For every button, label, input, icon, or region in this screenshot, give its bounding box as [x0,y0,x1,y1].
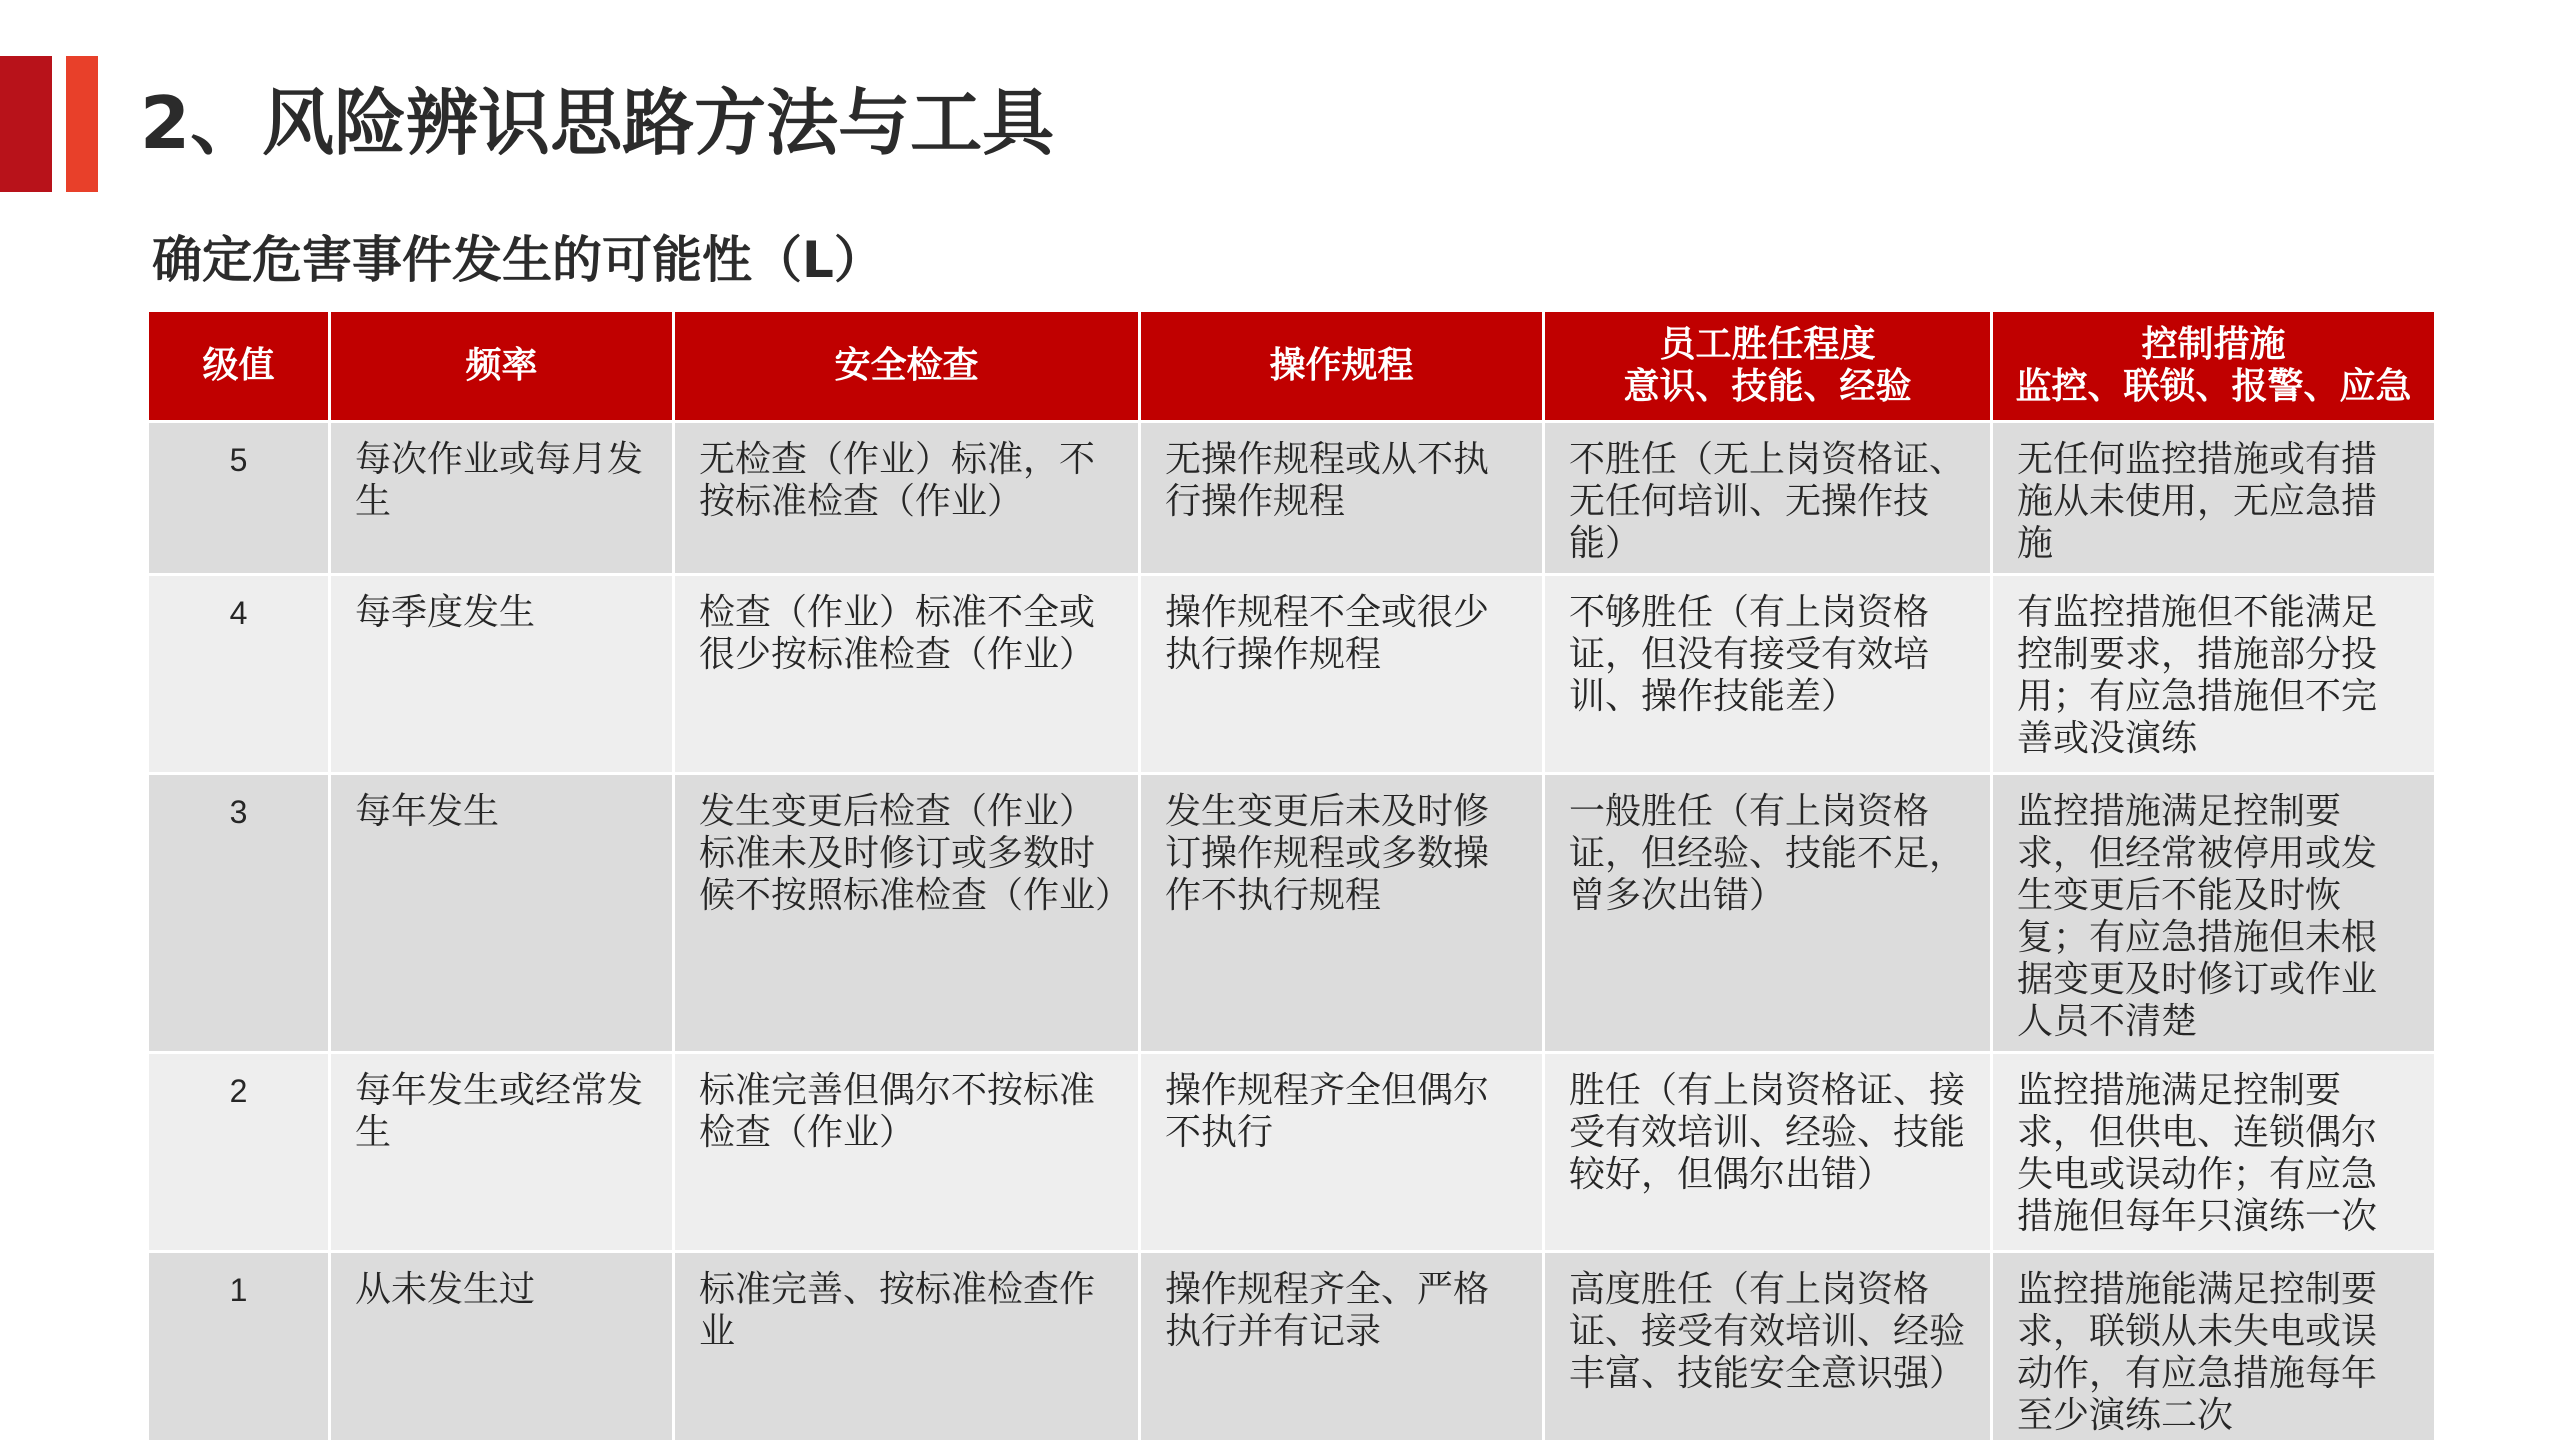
cell-control: 监控措施能满足控制要求，联锁从未失电或误动作，有应急措施每年至少演练二次 [1992,1252,2436,1440]
header-frequency: 频率 [330,312,674,422]
cell-procedure: 操作规程不全或很少执行操作规程 [1140,575,1544,774]
title-accent-bar-secondary [66,56,98,192]
cell-inspection: 标准完善、按标准检查作业 [674,1252,1140,1440]
section-subtitle: 确定危害事件发生的可能性（L） [152,231,884,289]
cell-frequency: 每季度发生 [330,575,674,774]
cell-control: 无任何监控措施或有措施从未使用，无应急措施 [1992,422,2436,575]
header-level: 级值 [148,312,330,422]
cell-frequency: 每次作业或每月发生 [330,422,674,575]
cell-procedure: 无操作规程或从不执行操作规程 [1140,422,1544,575]
table-row [148,774,2436,1053]
cell-procedure: 操作规程齐全但偶尔不执行 [1140,1053,1544,1252]
header-procedure: 操作规程 [1140,312,1544,422]
table-row [148,1053,2436,1252]
cell-inspection: 发生变更后检查（作业）标准未及时修订或多数时候不按照标准检查（作业） [674,774,1140,1053]
cell-level: 3 [148,774,330,1053]
cell-level: 1 [148,1252,330,1440]
cell-competence: 不够胜任（有上岗资格证，但没有接受有效培训、操作技能差） [1544,575,1992,774]
table-row [148,1252,2436,1440]
cell-level: 5 [148,422,330,575]
table-row [148,422,2436,575]
page-title: 2、风险辨识思路方法与工具 [140,81,1055,165]
title-accent-bar [0,56,52,192]
table-row [148,575,2436,774]
cell-procedure: 发生变更后未及时修订操作规程或多数操作不执行规程 [1140,774,1544,1053]
cell-procedure: 操作规程齐全、严格执行并有记录 [1140,1252,1544,1440]
cell-level: 4 [148,575,330,774]
cell-competence: 高度胜任（有上岗资格证、接受有效培训、经验丰富、技能安全意识强） [1544,1252,1992,1440]
header-inspection: 安全检查 [674,312,1140,422]
cell-level: 2 [148,1053,330,1252]
cell-competence: 不胜任（无上岗资格证、无任何培训、无操作技能） [1544,422,1992,575]
cell-frequency: 从未发生过 [330,1252,674,1440]
likelihood-table-container [146,312,2434,1440]
header-control: 控制措施 监控、联锁、报警、应急 [1992,312,2436,422]
cell-inspection: 无检查（作业）标准，不按标准检查（作业） [674,422,1140,575]
cell-frequency: 每年发生 [330,774,674,1053]
table-header-row [148,312,2436,422]
cell-frequency: 每年发生或经常发生 [330,1053,674,1252]
cell-inspection: 检查（作业）标准不全或很少按标准检查（作业） [674,575,1140,774]
cell-control: 有监控措施但不能满足控制要求，措施部分投用；有应急措施但不完善或没演练 [1992,575,2436,774]
likelihood-table [146,312,2437,1440]
cell-inspection: 标准完善但偶尔不按标准检查（作业） [674,1053,1140,1252]
cell-control: 监控措施满足控制要求，但经常被停用或发生变更后不能及时恢复；有应急措施但未根据变更及时修订或作业人员不清楚 [1992,774,2436,1053]
cell-competence: 一般胜任（有上岗资格证，但经验、技能不足，曾多次出错） [1544,774,1992,1053]
header-competence: 员工胜任程度 意识、技能、经验 [1544,312,1992,422]
cell-competence: 胜任（有上岗资格证、接受有效培训、经验、技能较好，但偶尔出错） [1544,1053,1992,1252]
cell-control: 监控措施满足控制要求，但供电、连锁偶尔失电或误动作；有应急措施但每年只演练一次 [1992,1053,2436,1252]
